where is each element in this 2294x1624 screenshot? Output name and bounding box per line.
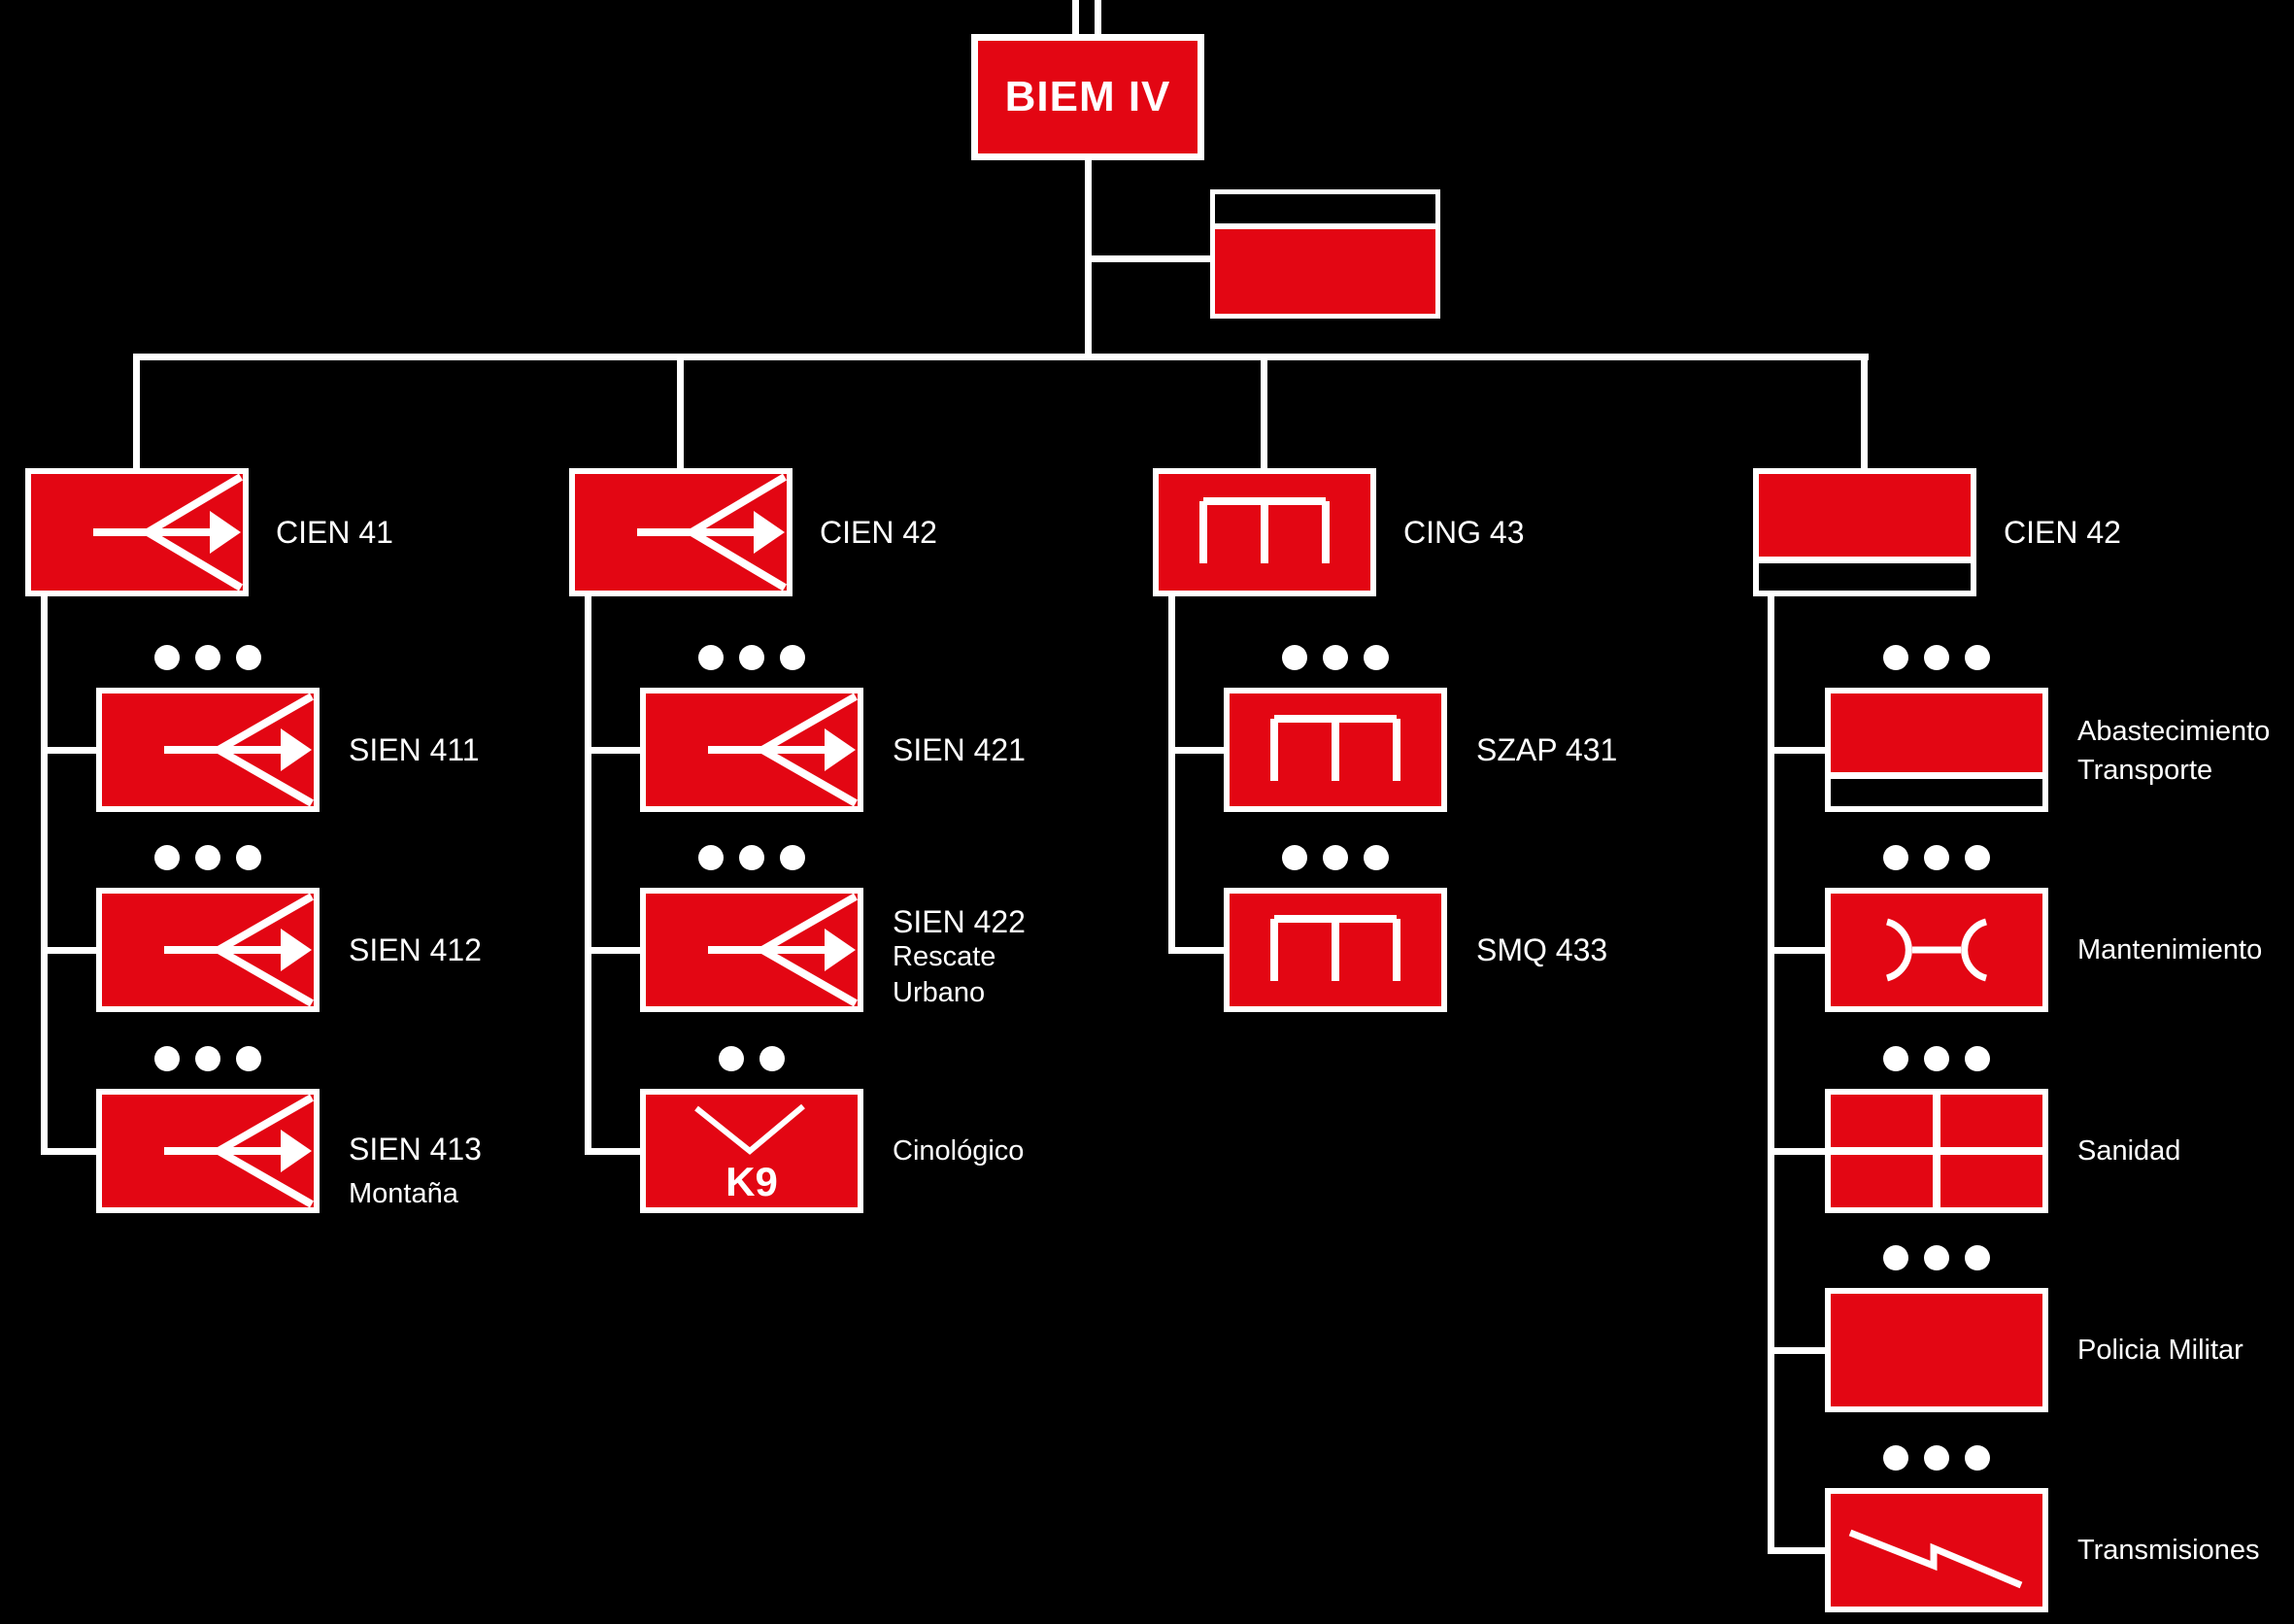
node-szap-431 (1224, 688, 1447, 812)
dot (1883, 1046, 1908, 1071)
connector-stub (1768, 1148, 1825, 1155)
dot (1924, 1445, 1949, 1471)
logistics-band-icon (1759, 474, 1971, 591)
dot (1282, 645, 1307, 670)
connector-stub (1768, 1547, 1825, 1554)
engineer-arrow-icon (102, 894, 314, 1006)
child-label: Cinológico (893, 1135, 1025, 1167)
branch-label: CIEN 41 (276, 515, 393, 550)
node-abastecimiento (1825, 688, 2048, 812)
branch-label: CIEN 42 (2004, 515, 2121, 550)
node-cien-42-logistics (1753, 468, 1976, 596)
dot (1965, 1245, 1990, 1270)
dot (1883, 1445, 1908, 1471)
connector-stub (1768, 1347, 1825, 1354)
child-label: Policia Militar (2077, 1335, 2243, 1366)
engineer-arrow-icon (646, 694, 858, 806)
dot (739, 645, 764, 670)
engineer-arrow-icon (646, 894, 858, 1006)
dot (154, 845, 180, 870)
dot (1323, 845, 1348, 870)
node-staff-box (1210, 189, 1440, 319)
node-sien-413 (96, 1089, 320, 1213)
connector-stub (41, 747, 96, 754)
node-cinologico-k9 (640, 1089, 863, 1213)
dot (698, 845, 724, 870)
connector-stub (585, 947, 640, 954)
child-sublabel: Montaña (349, 1178, 458, 1209)
dot (236, 845, 261, 870)
connector-stub (41, 1148, 96, 1155)
connector-col1-vertical (41, 592, 48, 1154)
dot (1965, 1445, 1990, 1471)
node-label: BIEM IV (1004, 73, 1171, 120)
dot (236, 1046, 261, 1071)
engineer-arrow-icon (575, 474, 787, 591)
child-label: SIEN 422 (893, 904, 1026, 939)
dot (1924, 1245, 1949, 1270)
bridge-icon (1230, 694, 1441, 806)
bridge-icon (1159, 474, 1370, 591)
connector-drop (1861, 354, 1868, 469)
dot (1323, 645, 1348, 670)
engineer-arrow-icon (102, 1095, 314, 1207)
dot (1364, 845, 1389, 870)
node-smq-433 (1224, 888, 1447, 1012)
company-dots (154, 1046, 261, 1071)
medical-cross-icon (1831, 1095, 2042, 1207)
child-label: SIEN 412 (349, 932, 482, 967)
dot (1282, 845, 1307, 870)
company-dots (1282, 645, 1389, 670)
node-cien-42 (569, 468, 793, 596)
company-dots (698, 845, 805, 870)
node-mantenimiento (1825, 888, 2048, 1012)
connector-stub (41, 947, 96, 954)
company-dots (1883, 1245, 1990, 1270)
maintenance-icon (1831, 894, 2042, 1006)
company-dots (1883, 845, 1990, 870)
child-label: Abastecimiento (2077, 716, 2271, 747)
node-cing-43 (1153, 468, 1376, 596)
child-label: Sanidad (2077, 1135, 2181, 1167)
node-sien-411 (96, 688, 320, 812)
company-dots (1883, 1046, 1990, 1071)
child-sublabel: Transporte (2077, 755, 2213, 786)
company-dots (154, 645, 261, 670)
connector-stub (585, 1148, 640, 1155)
child-label: SIEN 421 (893, 732, 1026, 767)
dot (1883, 645, 1908, 670)
k9-box-text: K9 (725, 1159, 778, 1204)
dot (698, 645, 724, 670)
child-label: SIEN 413 (349, 1132, 482, 1167)
connector-drop (1261, 354, 1267, 469)
node-sanidad (1825, 1089, 2048, 1213)
connector-col4-vertical (1768, 592, 1774, 1550)
bridge-icon (1230, 894, 1441, 1006)
connector-stub (1768, 747, 1825, 754)
dot (1965, 645, 1990, 670)
staff-box-bands (1215, 194, 1435, 314)
echelon-tick-icon (1072, 0, 1079, 35)
child-sublabel: Rescate (893, 941, 996, 972)
engineer-arrow-icon (31, 474, 243, 591)
child-label: Transmisiones (2077, 1535, 2260, 1566)
node-sien-422 (640, 888, 863, 1012)
connector-stub (1768, 947, 1825, 954)
dot (154, 1046, 180, 1071)
dot (154, 645, 180, 670)
engineer-arrow-icon (102, 694, 314, 806)
dot (780, 645, 805, 670)
child-label: Mantenimiento (2077, 934, 2263, 965)
connector-drop (677, 354, 684, 469)
connector-main-horizontal (134, 354, 1869, 360)
dot (195, 645, 220, 670)
branch-label: CING 43 (1403, 515, 1525, 550)
dot (1924, 1046, 1949, 1071)
dot (195, 1046, 220, 1071)
company-dots (154, 845, 261, 870)
dot (1364, 645, 1389, 670)
dot (1924, 845, 1949, 870)
branch-label: CIEN 42 (820, 515, 937, 550)
connector-stub (1168, 947, 1224, 954)
dot (1883, 845, 1908, 870)
company-dots (1883, 1445, 1990, 1471)
node-cien-41 (25, 468, 249, 596)
dot (719, 1046, 744, 1071)
company-dots (1282, 845, 1389, 870)
child-label: SMQ 433 (1476, 932, 1608, 967)
company-dots (1883, 645, 1990, 670)
connector-col3-vertical (1168, 592, 1175, 954)
logistics-band-icon (1831, 694, 2042, 806)
connector-stub (1168, 747, 1224, 754)
node-sien-412 (96, 888, 320, 1012)
connector-staff-stub (1088, 255, 1212, 262)
dot (1965, 1046, 1990, 1071)
dot (195, 845, 220, 870)
dot (1924, 645, 1949, 670)
dot (1883, 1245, 1908, 1270)
connector-col2-vertical (585, 592, 591, 1154)
dot (739, 845, 764, 870)
company-dots (719, 1046, 785, 1071)
dot (236, 645, 261, 670)
child-label: SZAP 431 (1476, 732, 1618, 767)
node-policia-militar (1825, 1288, 2048, 1412)
connector-stub (585, 747, 640, 754)
child-sublabel: Urbano (893, 977, 986, 1008)
dot (1965, 845, 1990, 870)
connector-drop (133, 354, 140, 469)
node-biem-iv (971, 34, 1204, 160)
echelon-tick-icon (1095, 0, 1101, 35)
signal-flash-icon (1831, 1494, 2042, 1607)
company-dots (698, 645, 805, 670)
node-sien-421 (640, 688, 863, 812)
dot (759, 1046, 785, 1071)
dot (780, 845, 805, 870)
child-label: SIEN 411 (349, 732, 480, 767)
node-transmisiones (1825, 1488, 2048, 1612)
